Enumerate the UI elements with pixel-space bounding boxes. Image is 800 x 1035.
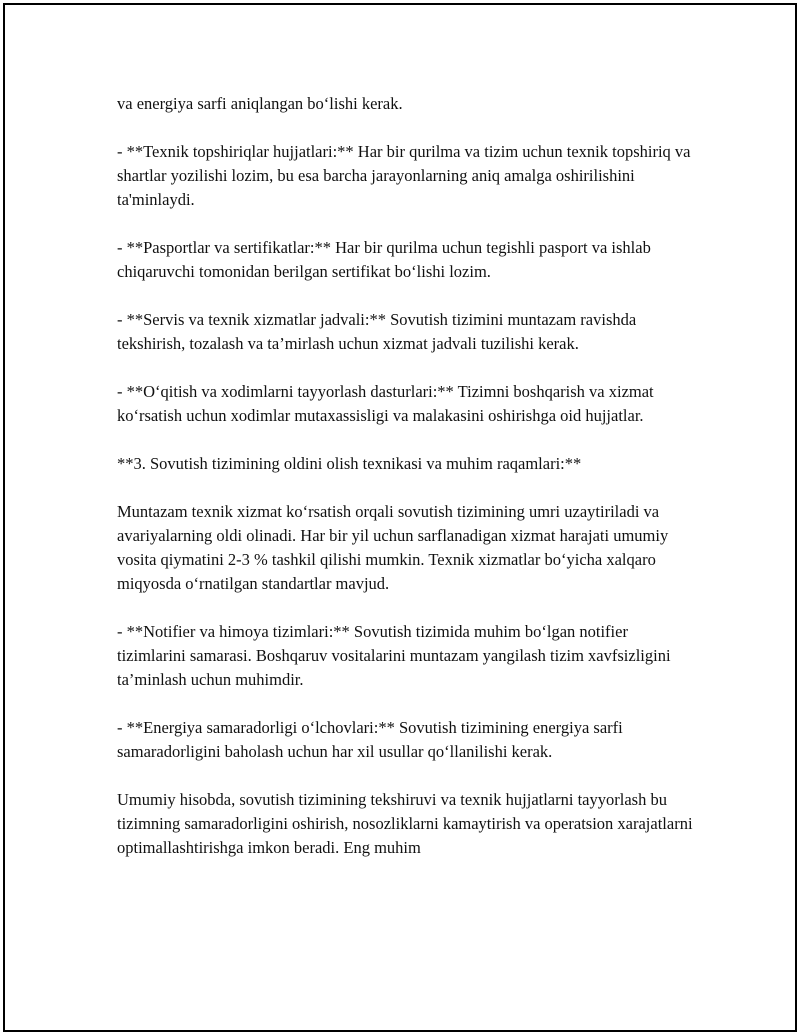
paragraph-service-schedule: - **Servis va texnik xizmatlar jadvali:** Sovutish tizimini muntazam ravishda tekshirish, tozalash va ta’mirlash uchun xizmat jadvali tuzilishi kerak. [117, 310, 637, 353]
paragraph-notifier-systems: - **Notifier va himoya tizimlari:** Sovutish tizimida muhim bo‘lgan notifier tizimlarini samarasi. Boshqaruv vositalarini muntazam yangilash tizim xavfsizligini ta’minlash uchun muhimdir. [117, 622, 671, 689]
paragraph-passports-certificates: - **Pasportlar va sertifikatlar:** Har bir qurilma uchun tegishli pasport va ishlab chiqaruvchi tomonidan berilgan sertifikat bo‘lishi lozim. [117, 238, 651, 281]
paragraph-summary: Umumiy hisobda, sovutish tizimining tekshiruvi va texnik hujjatlarni tayyorlash bu tizimning samaradorligini oshirish, nosozliklarni kamaytirish va operatsion xarajatlarni optimallashtirishga imkon beradi. Eng muhim [117, 790, 693, 857]
paragraph-technical-specs: - **Texnik topshiriqlar hujjatlari:** Har bir qurilma va tizim uchun texnik topshiriq va shartlar yozilishi lozim, bu esa barcha jarayonlarning aniq amalga oshirilishini ta'minlaydi. [117, 142, 691, 209]
paragraph-energy-efficiency: - **Energiya samaradorligi o‘lchovlari:** Sovutish tizimining energiya sarfi samaradorligini baholash uchun har xil usullar qo‘llanilishi kerak. [117, 718, 623, 761]
paragraph-training-programs: - **O‘qitish va xodimlarni tayyorlash dasturlari:** Tizimni boshqarish va xizmat ko‘rsatish uchun xodimlar mutaxassisligi va malakasini oshirishga oid hujjatlar. [117, 382, 654, 425]
section-heading-3: **3. Sovutish tizimining oldini olish texnikasi va muhim raqamlari:** [117, 454, 582, 473]
paragraph-continuation: va energiya sarfi aniqlangan bo‘lishi kerak. [117, 94, 403, 113]
paragraph-maintenance-overview: Muntazam texnik xizmat ko‘rsatish orqali sovutish tizimining umri uzaytiriladi va avariyalarning oldi olinadi. Har bir yil uchun sarflanadigan xizmat harajati umumiy vosita qiymatini 2-3 % tashkil qilishi mumkin. Texnik xizmatlar bo‘yicha xalqaro miqyosda o‘rnatilgan standartlar mavjud. [117, 502, 669, 593]
document-body [117, 92, 697, 884]
